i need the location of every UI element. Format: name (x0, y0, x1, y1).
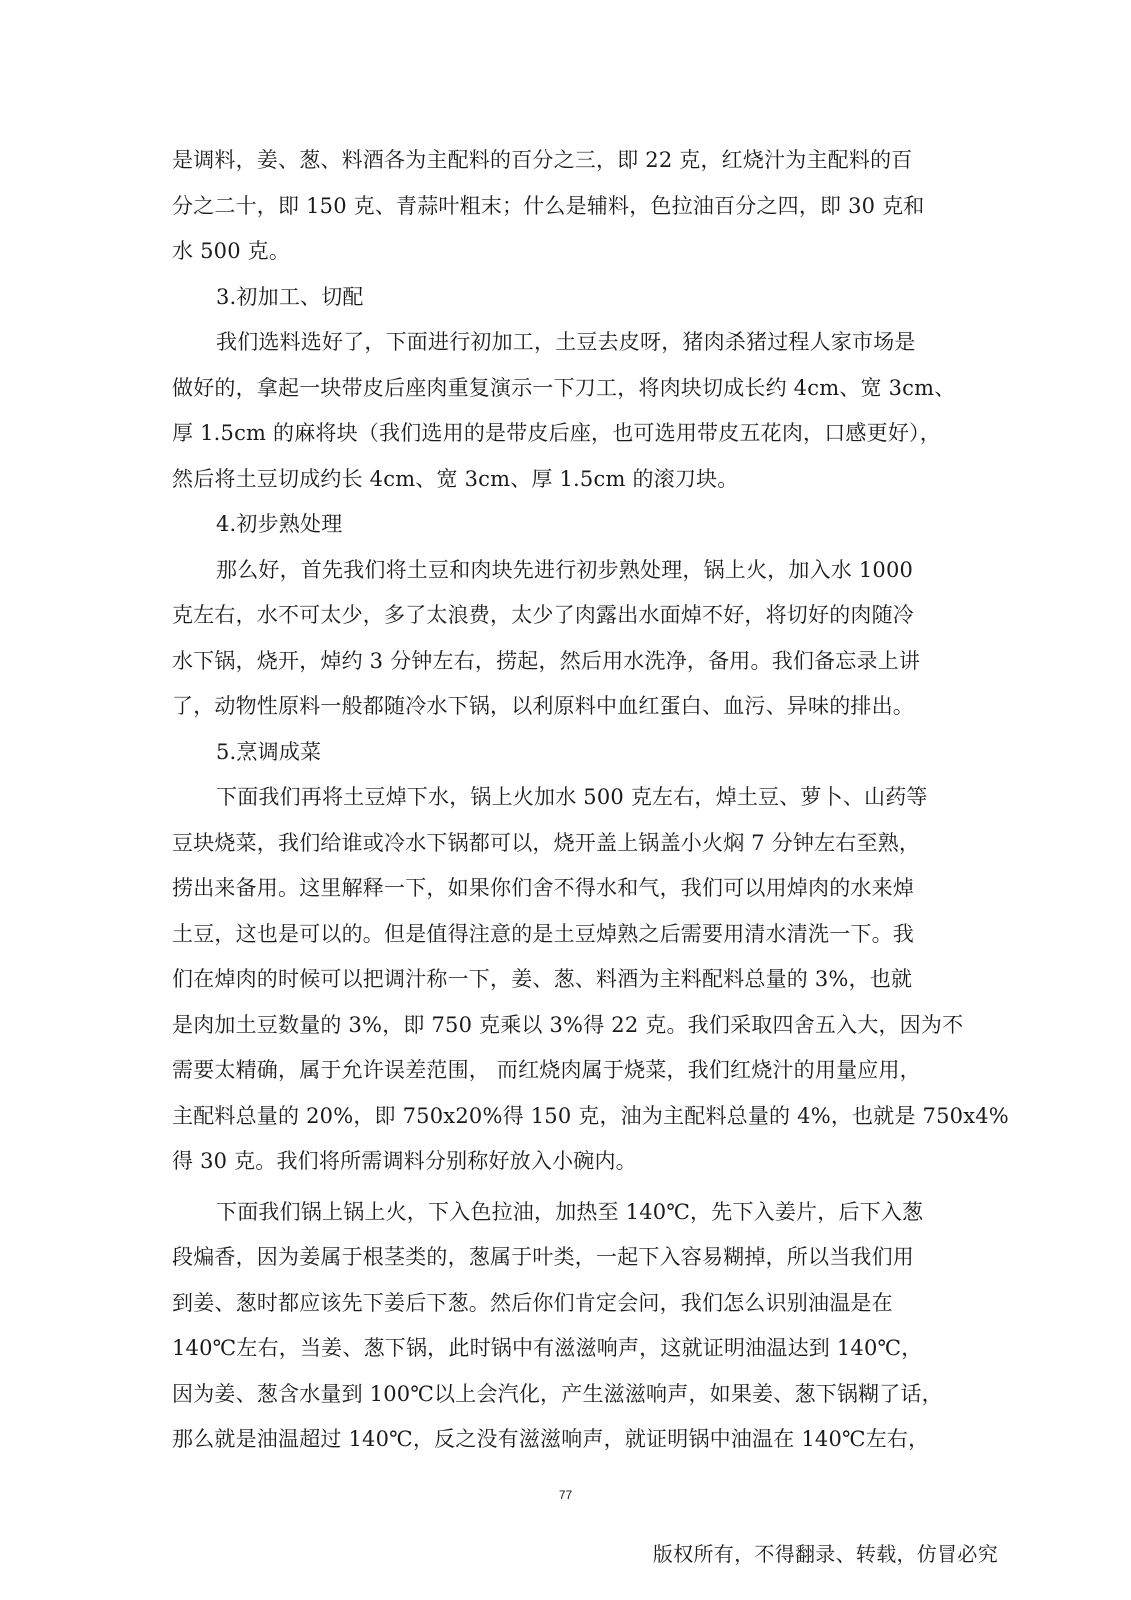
text-line: 那么就是油温超过 140℃，反之没有滋滋响声，就证明锅中油温在 140℃左右， (172, 1427, 930, 1451)
section-heading-preprocessing: 3.初加工、切配 (216, 284, 364, 309)
text-line: 得 30 克。我们将所需调料分别称好放入小碗内。 (172, 1149, 637, 1173)
text-line: 是肉加土豆数量的 3%，即 750 克乘以 3%得 22 克。我们采取四舍五入大，因为不 (172, 1012, 964, 1037)
text-line: 段煸香，因为姜属于根茎类的，葱属于叶类，一起下入容易糊掉，所以当我们用 (172, 1245, 914, 1269)
section-heading-cooking: 5.烹调成菜 (216, 739, 322, 764)
text-line: 到姜、葱时都应该先下姜后下葱。然后你们肯定会问，我们怎么识别油温是在 (172, 1290, 893, 1315)
text-line: 我们选料选好了，下面进行初加工，土豆去皮呀，猪肉杀猪过程人家市场是 (216, 330, 916, 354)
page-number: 77 (558, 1488, 573, 1502)
text-line: 140℃左右，当姜、葱下锅，此时锅中有滋滋响声，这就证明油温达到 140℃， (172, 1336, 923, 1360)
text-line: 土豆，这也是可以的。但是值得注意的是土豆焯熟之后需要用清水清洗一下。我 (172, 921, 914, 946)
text-line: 分之二十，即 150 克、青蒜叶粗末；什么是辅料，色拉油百分之四，即 30 克和 (172, 193, 925, 218)
text-line: 克左右，水不可太少，多了太浪费，太少了肉露出水面焯不好，将切好的肉随冷 (172, 603, 914, 627)
text-line: 下面我们锅上锅上火，下入色拉油，加热至 140℃，先下入姜片，后下入葱 (216, 1199, 924, 1224)
text-line: 做好的，拿起一块带皮后座肉重复演示一下刀工，将肉块切成长约 4cm、宽 3cm、 (172, 375, 956, 400)
paragraph-seasoning (172, 138, 967, 275)
paragraph-blanching (172, 775, 1009, 1185)
paragraph-oil-temperature (172, 1190, 967, 1463)
section-heading-initial-cooking: 4.初步熟处理 (216, 512, 343, 536)
text-line: 下面我们再将土豆焯下水，锅上火加水 500 克左右，焯土豆、萝卜、山药等 (216, 785, 928, 809)
text-line: 因为姜、葱含水量到 100℃以上会汽化，产生滋滋响声，如果姜、葱下锅糊了话， (172, 1381, 943, 1406)
paragraph-initial-cooking (172, 548, 967, 730)
text-line: 那么好，首先我们将土豆和肉块先进行初步熟处理，锅上火，加入水 1000 (216, 557, 914, 582)
text-line: 然后将土豆切成约长 4cm、宽 3cm、厚 1.5cm 的滚刀块。 (172, 466, 739, 491)
text-line: 了，动物性原料一般都随冷水下锅，以利原料中血红蛋白、血污、异味的排出。 (172, 694, 914, 718)
text-line: 豆块烧菜，我们给谁或冷水下锅都可以，烧开盖上锅盖小火焖 7 分钟左右至熟， (172, 830, 921, 855)
paragraph-preprocessing (172, 320, 967, 502)
copyright-notice: 版权所有，不得翻录、转载，仿冒必究 (652, 1542, 998, 1566)
text-line: 是调料，姜、葱、料酒各为主配料的百分之三，即 22 克，红烧汁为主配料的百 (172, 148, 913, 172)
text-line: 捞出来备用。这里解释一下，如果你们舍不得水和气，我们可以用焯肉的水来焯 (172, 876, 914, 900)
text-line: 主配料总量的 20%，即 750x20%得 150 克，油为主配料总量的 4%，也就是 750x4% (172, 1103, 1009, 1128)
text-line: 厚 1.5cm 的麻将块（我们选用的是带皮后座，也可选用带皮五花肉，口感更好）， (172, 421, 941, 445)
text-line: 需要太精确，属于允许误差范围， 而红烧肉属于烧菜，我们红烧汁的用量应用， (172, 1058, 921, 1082)
text-line: 水下锅，烧开，焯约 3 分钟左右，捞起，然后用水洗净，备用。我们备忘录上讲 (172, 648, 921, 673)
text-line: 们在焯肉的时候可以把调汁称一下，姜、葱、料酒为主料配料总量的 3%，也就 (172, 967, 913, 991)
text-line: 水 500 克。 (172, 239, 291, 263)
page-body (172, 138, 1009, 1463)
